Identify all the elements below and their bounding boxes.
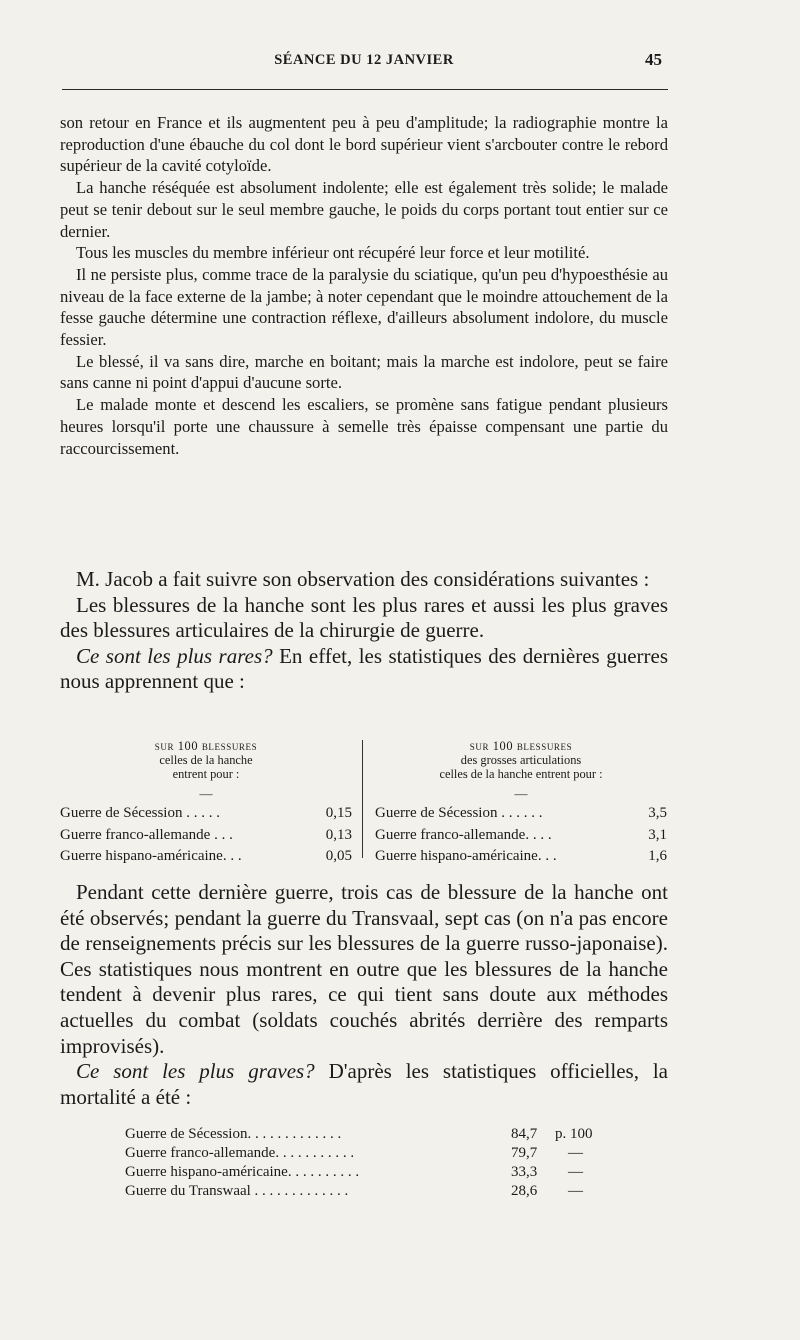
row-dash: — bbox=[568, 1145, 583, 1161]
paragraph: Les blessures de la hanche sont les plus rares et aussi les plus graves des blessures articulaires de la chirurgie de guerre. bbox=[60, 592, 668, 643]
mortality-list bbox=[125, 1125, 605, 1201]
intro-text bbox=[60, 112, 668, 459]
table-subheading: entrent pour : bbox=[172, 766, 240, 781]
row-value: 0,15 bbox=[325, 805, 352, 822]
table-subheading: des grosses articulations bbox=[460, 752, 582, 767]
paragraph: son retour en France et ils augmentent peu à peu d'amplitude; la radiographie montre la reproduction d'une ébauche du col dont le bord supérieur vient s'arcbouter contre le rebord supérieur de la cavité cotyloïde. bbox=[60, 113, 668, 176]
row-value: 3,5 bbox=[648, 805, 667, 822]
row-value: 79,7 bbox=[511, 1145, 538, 1161]
row-label: Guerre franco-allemande . . . bbox=[60, 826, 233, 843]
table-row bbox=[60, 846, 352, 867]
table-row bbox=[375, 825, 667, 846]
row-value: 3,1 bbox=[648, 826, 667, 843]
paragraph-rest: D'après les statistiques officielles, la mortalité a été : bbox=[60, 1059, 668, 1109]
conclusion-text bbox=[60, 880, 668, 1110]
table-row bbox=[375, 803, 667, 824]
list-item bbox=[125, 1163, 605, 1182]
row-label: Guerre de Sécession. . . . . . . . . . . . . bbox=[125, 1126, 342, 1142]
italic-question: Ce sont les plus rares? bbox=[76, 643, 273, 668]
table-row bbox=[60, 825, 352, 846]
row-dash: — bbox=[568, 1183, 583, 1199]
paragraph bbox=[60, 1059, 668, 1110]
row-value: 28,6 bbox=[511, 1183, 538, 1199]
table-dash: — bbox=[199, 786, 213, 802]
row-value: 1,6 bbox=[648, 848, 667, 865]
row-label: Guerre hispano-américaine. . . bbox=[60, 848, 242, 865]
table-divider bbox=[362, 740, 363, 858]
paragraph bbox=[60, 644, 668, 695]
paragraph: La hanche réséquée est absolument indolente; elle est également très solide; le malade peut se tenir debout sur le seul membre gauche, le poids du corps portant tout entier sur ce dernier. bbox=[60, 178, 668, 241]
list-item bbox=[125, 1125, 605, 1144]
table-row bbox=[60, 803, 352, 824]
table-right bbox=[375, 740, 667, 868]
header-rule bbox=[62, 89, 668, 90]
paragraph: Pendant cette dernière guerre, trois cas de blessure de la hanche ont été observés; pendant la guerre du Transvaal, sept cas (on n'a pas encore de renseignements précis sur les blessures de la guerre russo-japonaise). Ces statistiques nous montrent en outre que les blessures de la hanche tendent à devenir plus rares, ce qui tient sans doute aux méthodes actuelles du combat (soldats couchés abrités derrière des remparts improvisés). bbox=[60, 880, 668, 1058]
row-unit: p. 100 bbox=[555, 1126, 593, 1142]
row-label: Guerre de Sécession . . . . . bbox=[60, 805, 220, 822]
header-title: SÉANCE DU 12 JANVIER bbox=[274, 52, 454, 68]
statistics-tables bbox=[60, 739, 668, 865]
table-heading: sur 100 blessures bbox=[154, 739, 258, 753]
row-value: 0,05 bbox=[325, 848, 352, 865]
row-label: Guerre hispano-américaine. . . . . . . . . . bbox=[125, 1164, 360, 1180]
row-value: 0,13 bbox=[325, 826, 352, 843]
table-dash: — bbox=[514, 786, 528, 802]
row-dash: — bbox=[568, 1164, 583, 1180]
table-subheading: celles de la hanche entrent pour : bbox=[439, 766, 603, 781]
list-item bbox=[125, 1144, 605, 1163]
paragraph: Le malade monte et descend les escaliers, se promène sans fatigue pendant plusieurs heures lorsqu'il porte une chaussure à semelle très épaisse compensant une partie du raccourcissement. bbox=[60, 395, 668, 458]
row-value: 33,3 bbox=[511, 1164, 538, 1180]
row-label: Guerre du Transwaal . . . . . . . . . . . . . bbox=[125, 1183, 349, 1199]
row-label: Guerre franco-allemande. . . . bbox=[375, 826, 552, 843]
row-label: Guerre hispano-américaine. . . bbox=[375, 848, 557, 865]
paragraph: Tous les muscles du membre inférieur ont récupéré leur force et leur motilité. bbox=[76, 243, 590, 263]
list-item bbox=[125, 1182, 605, 1201]
paragraph: M. Jacob a fait suivre son observation des considérations suivantes : bbox=[76, 567, 650, 591]
row-label: Guerre franco-allemande. . . . . . . . . . . bbox=[125, 1145, 355, 1161]
table-subheading: celles de la hanche bbox=[159, 752, 253, 767]
table-heading: sur 100 blessures bbox=[469, 739, 573, 753]
paragraph: Le blessé, il va sans dire, marche en boitant; mais la marche est indolore, peut se faire sans canne ni point d'appui d'aucune sorte. bbox=[60, 351, 668, 393]
row-value: 84,7 bbox=[511, 1126, 538, 1142]
row-label: Guerre de Sécession . . . . . . bbox=[375, 805, 543, 822]
paragraph-rest: En effet, les statistiques des dernières guerres nous apprennent que : bbox=[60, 643, 668, 694]
page-number: 45 bbox=[645, 50, 662, 69]
discussion-text bbox=[60, 567, 668, 695]
table-row bbox=[375, 846, 667, 867]
table-left bbox=[60, 740, 352, 868]
running-header bbox=[60, 52, 668, 72]
italic-question: Ce sont les plus graves? bbox=[76, 1059, 315, 1084]
paragraph: Il ne persiste plus, comme trace de la paralysie du sciatique, qu'un peu d'hypoesthésie au niveau de la face externe de la jambe; à noter cependant que le moindre attouchement de la fesse gauche détermine une contraction réflexe, d'ailleurs absolument indolore, du muscle fessier. bbox=[60, 264, 668, 350]
